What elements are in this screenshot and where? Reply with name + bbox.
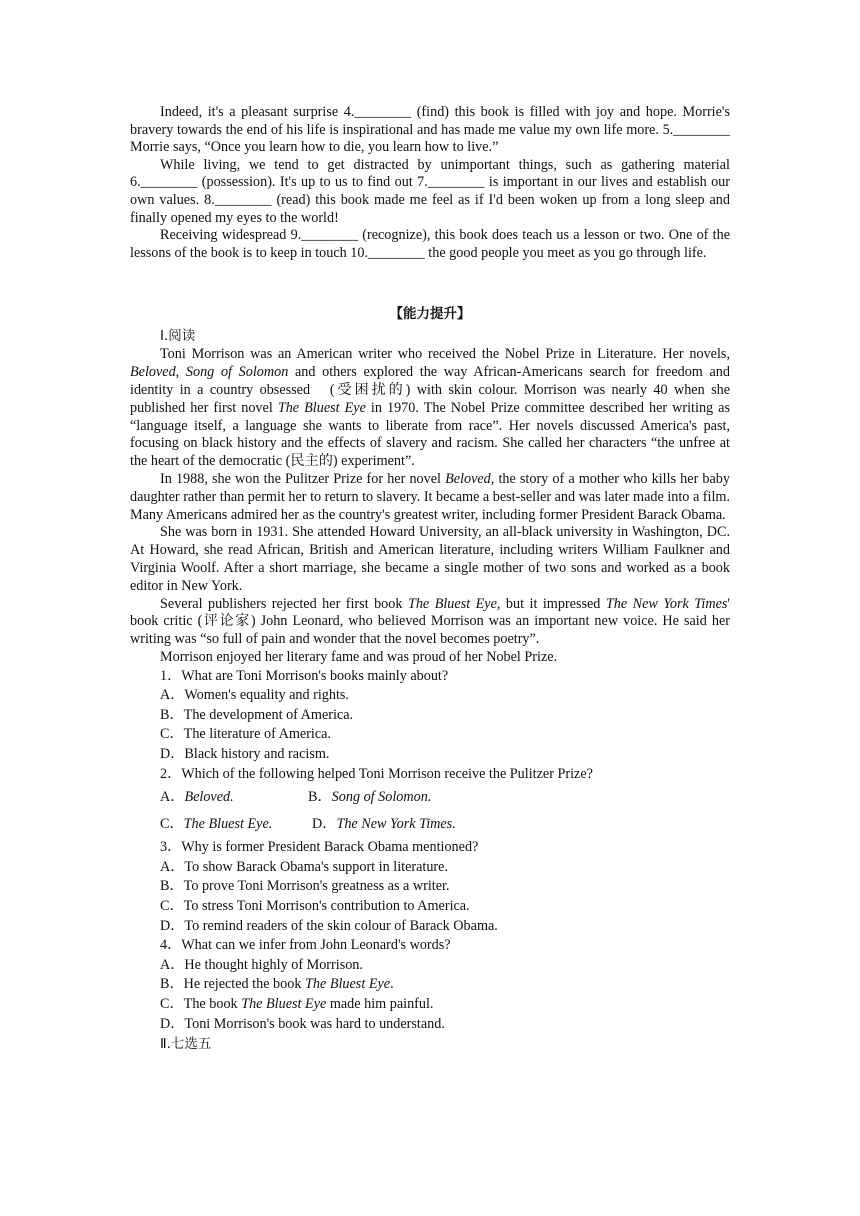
option-b: B．Song of Solomon. bbox=[308, 789, 432, 806]
option-c: C．To stress Toni Morrison's contribution to America. bbox=[160, 898, 470, 915]
option-d: D．Toni Morrison's book was hard to understand. bbox=[160, 1015, 445, 1032]
option-row bbox=[130, 784, 730, 811]
part-two-label: Ⅱ.七选五 bbox=[160, 1036, 212, 1053]
document-page bbox=[130, 104, 730, 1054]
cloze-passage bbox=[130, 104, 730, 262]
cloze-paragraph: Indeed, it's a pleasant surprise 4.________ (find) this book is filled with joy and hope. Morrie's bravery towards the end of his life is inspirational and has made me value my own life more. 5.________ Morrie says, “Once you learn how to die, you learn how to live.” bbox=[130, 104, 730, 156]
passage-paragraph: In 1988, she won the Pulitzer Prize for her novel Beloved, the story of a mother who kills her baby daughter rather than permit her to return to slavery. It became a best-seller and was later made into a film. Many Americans admired her as the country's greatest writer, including former President Barack Obama. bbox=[130, 470, 730, 523]
passage-paragraph: Morrison enjoyed her literary fame and was proud of her Nobel Prize. bbox=[160, 648, 558, 665]
option-b: B．The development of America. bbox=[160, 706, 354, 723]
passage-paragraph: She was born in 1931. She attended Howard University, an all-black university in Washington, DC. At Howard, she read African, British and American literature, including writers William Faulkner and Virginia Woolf. After a short marriage, she became a single mother of two sons and worked as a book editor in New York. bbox=[130, 524, 730, 594]
section-heading: 【能力提升】 bbox=[389, 306, 471, 323]
option-c: C．The book The Bluest Eye made him painful. bbox=[160, 996, 434, 1012]
cloze-paragraph: Receiving widespread 9.________ (recognize), this book does teach us a lesson or two. One of the lessons of the book is to keep in touch 10.________ the good people you meet as you go through life. bbox=[130, 227, 730, 261]
question-3 bbox=[130, 838, 730, 936]
question-stem: 4．What can we infer from John Leonard's words? bbox=[160, 937, 451, 954]
question-stem: 3．Why is former President Barack Obama mentioned? bbox=[160, 839, 479, 856]
option-d: D．The New York Times. bbox=[312, 816, 456, 833]
option-row bbox=[130, 811, 730, 838]
question-stem: 1．What are Toni Morrison's books mainly about? bbox=[160, 667, 449, 684]
option-d: D．Black history and racism. bbox=[160, 746, 330, 763]
question-2 bbox=[130, 765, 730, 839]
option-b: B．He rejected the book The Bluest Eye. bbox=[160, 976, 394, 993]
option-a: A．Women's equality and rights. bbox=[160, 687, 349, 704]
option-d: D．To remind readers of the skin colour of Barack Obama. bbox=[160, 917, 498, 934]
passage-paragraph: Several publishers rejected her first book The Bluest Eye, but it impressed The New York Times' book critic (评论家) John Leonard, who believed Morrison was an important new voice. He said her writing was “so full of pain and wonder that the novel becomes poetry”. bbox=[130, 595, 730, 648]
option-b: B．To prove Toni Morrison's greatness as a writer. bbox=[160, 878, 450, 895]
question-1 bbox=[130, 667, 730, 765]
part-one-label: Ⅰ.阅读 bbox=[160, 328, 196, 345]
option-c: C．The literature of America. bbox=[160, 726, 331, 743]
reading-passage bbox=[130, 346, 730, 666]
option-a: A．He thought highly of Morrison. bbox=[160, 956, 363, 973]
passage-paragraph: Toni Morrison was an American writer who received the Nobel Prize in Literature. Her novels, Beloved, Song of Solomon and others explored the way African-Americans search for freedom and identity in a country obsessed (受困扰的) with skin colour. Morrison was nearly 40 when she published her first novel The Bluest Eye in 1970. The Nobel Prize committee described her writing as “language itself, a language she wants to liberate from race”. Her novels discussed America's past, focusing on black history and the effects of slavery and racism. She called her characters “the unfree at the heart of the democratic (民主的) experiment”. bbox=[130, 346, 730, 470]
option-a: A．Beloved. bbox=[160, 789, 234, 806]
question-4 bbox=[130, 936, 730, 1034]
question-stem: 2．Which of the following helped Toni Morrison receive the Pulitzer Prize? bbox=[160, 765, 593, 782]
cloze-paragraph: While living, we tend to get distracted by unimportant things, such as gathering material 6.________ (possession). It's up to us to find out 7.________ is important in our lives and establish our own values. 8.________ (read) this book made me feel as if I'd been woken up from a long sleep and finally opened my eyes to the world! bbox=[130, 156, 730, 226]
option-c: C．The Bluest Eye. bbox=[160, 816, 273, 833]
option-a: A．To show Barack Obama's support in literature. bbox=[160, 858, 449, 875]
